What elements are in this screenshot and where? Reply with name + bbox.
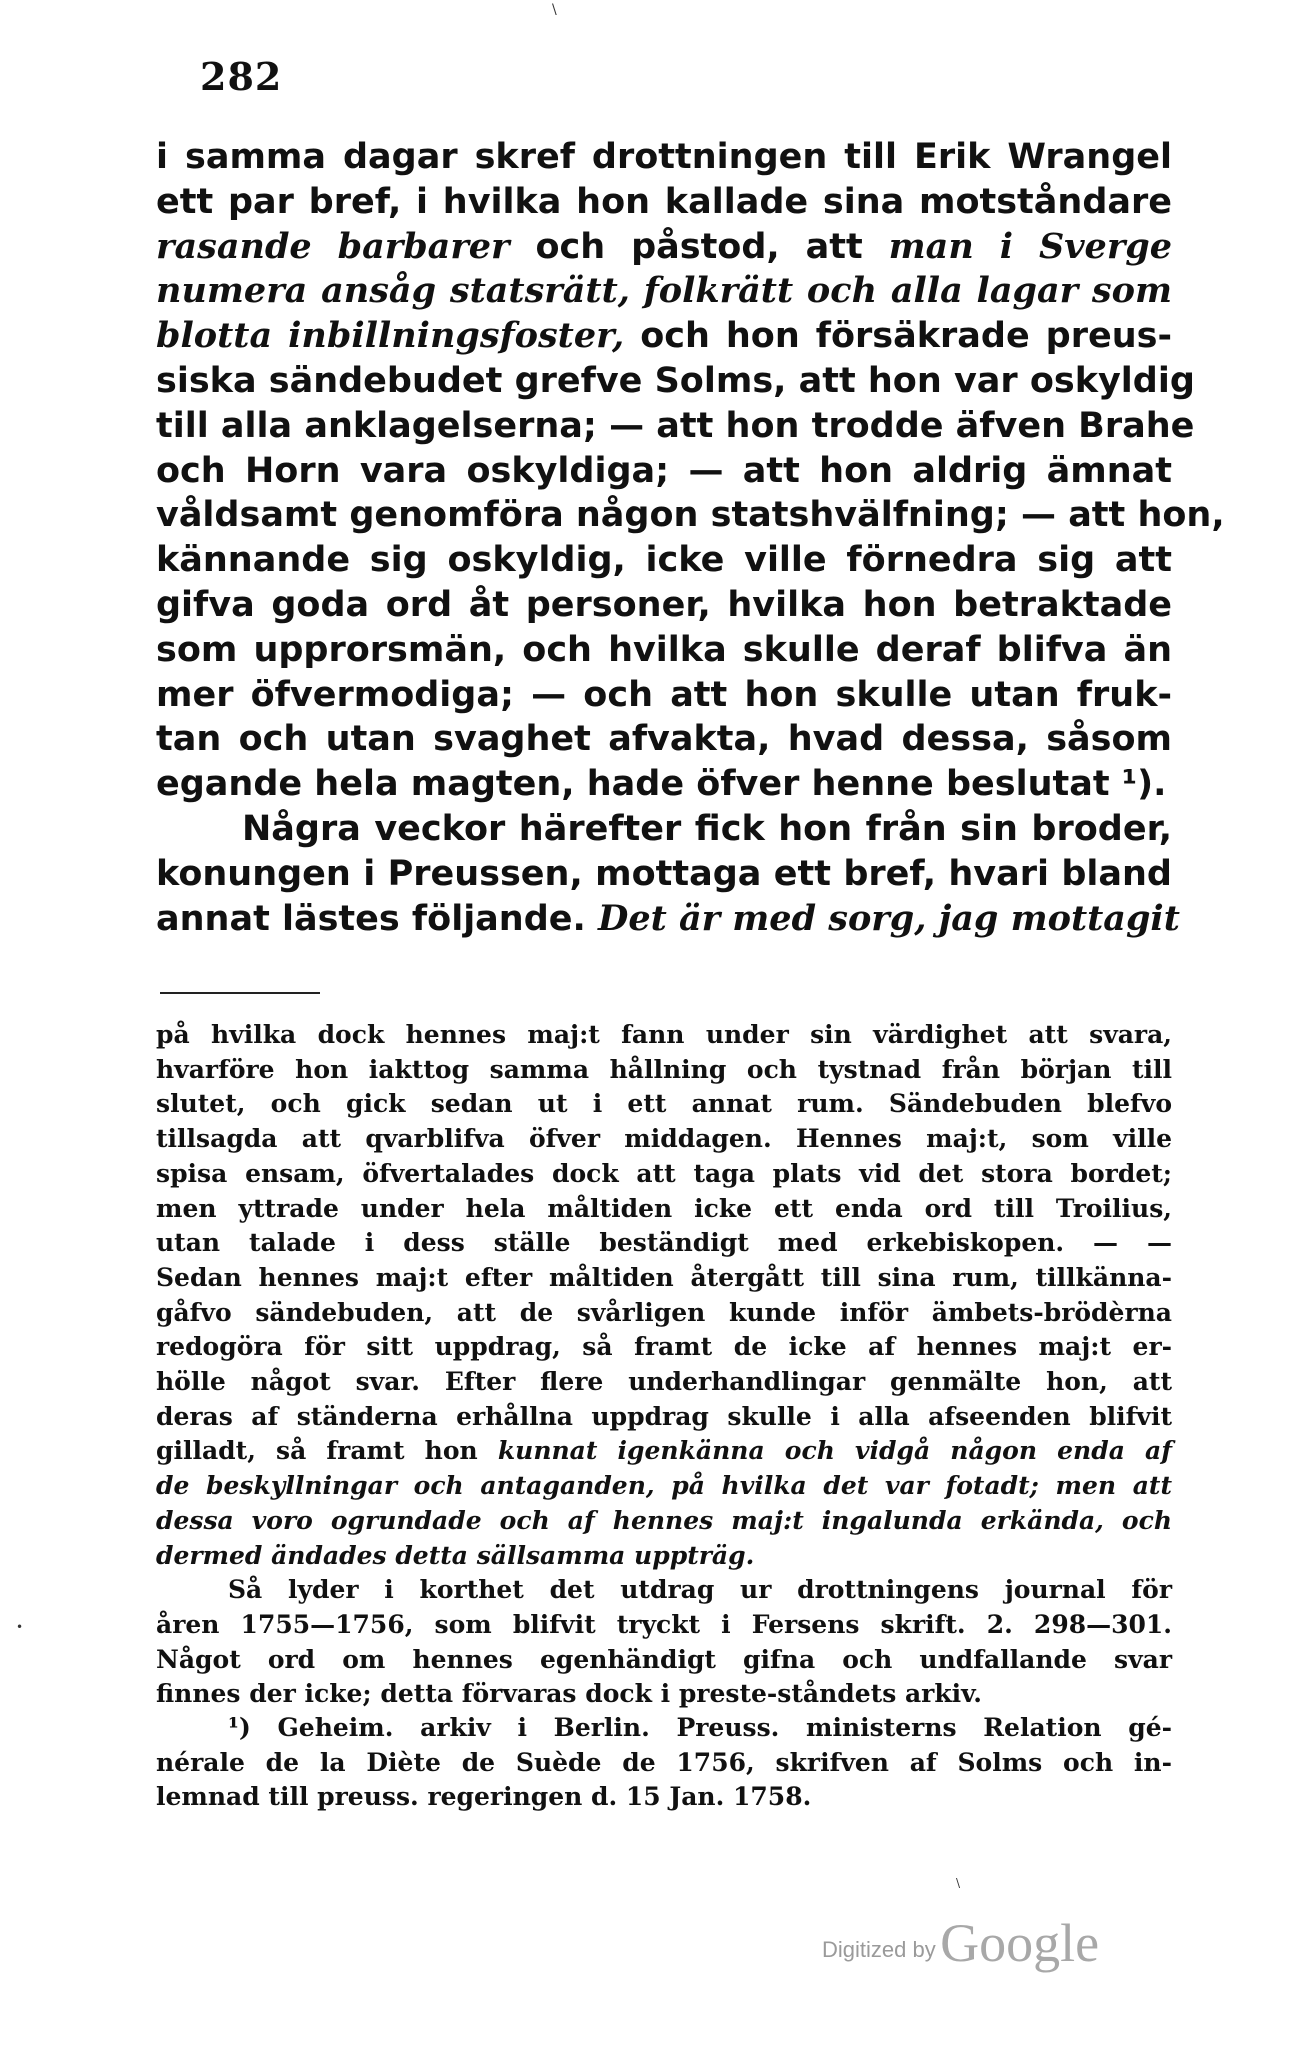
footnote-line: hölle något svar. Efter flere underhandlingar genmälte hon, att [156, 1367, 1172, 1397]
italic-phrase: numera ansåg statsrätt, folkrätt och alla lagar som [156, 270, 1172, 312]
italic-phrase: Det är med sorg, jag mottagit [598, 897, 1180, 939]
main-line: gifva goda ord åt personer, hvilka hon betraktade [156, 584, 1172, 625]
footnote-line: Något ord om hennes egenhändigt gifna och undfallande svar [156, 1644, 1172, 1674]
italic-phrase: dessa voro ogrundade och af hennes maj:t ingalunda erkända, och [156, 1505, 1172, 1535]
main-line: egande hela magten, hade öfver henne beslutat ¹). [156, 764, 1167, 805]
italic-phrase: man i Sverge [888, 225, 1173, 267]
footnote-line: Sedan hennes maj:t efter måltiden återgått till sina rum, tillkänna- [156, 1262, 1172, 1292]
note-line: lemnad till preuss. regeringen d. 15 Jan. 1758. [156, 1782, 812, 1812]
main-line: som upprorsmän, och hvilka skulle deraf blifva än [156, 629, 1172, 670]
italic-phrase: de beskyllningar och antaganden, på hvilka det var fotadt; men att [156, 1471, 1172, 1501]
main-line: siska sändebudet grefve Solms, att hon var oskyldig [156, 360, 1195, 401]
italic-phrase: rasande barbarer [156, 225, 510, 267]
footnote-line: men yttrade under hela måltiden icke ett enda ord till Troilius, [156, 1193, 1172, 1223]
text-run: annat lästes följande. [156, 898, 598, 939]
main-line: konungen i Preussen, mottaga ett bref, hvari bland [156, 853, 1172, 894]
footnote-line [156, 1434, 1172, 1469]
text-run: och hon försäkrade preus- [624, 316, 1172, 357]
footnote-line [156, 1469, 1172, 1504]
digitized-watermark [822, 1912, 1099, 1974]
footnote-line [156, 1539, 1172, 1574]
watermark-prefix: Digitized by [822, 1937, 936, 1962]
reference-note [156, 1711, 1172, 1815]
main-line: ett par bref, i hvilka hon kallade sina motståndare [156, 181, 1172, 222]
note-line: nérale de la Diète de Suède de 1756, skrifven af Solms och in- [156, 1747, 1172, 1777]
footnote-line: deras af ständerna erhållna uppdrag skulle i alla afseenden blifvit [156, 1401, 1172, 1431]
main-line [156, 225, 1172, 270]
main-line: och Horn vara oskyldiga; — att hon aldrig ämnat [156, 450, 1172, 491]
google-logo: Google [940, 1913, 1100, 1973]
footnote-text [156, 1018, 1172, 1712]
footnote-line: slutet, och gick sedan ut i ett annat rum. Sändebuden blefvo [156, 1089, 1172, 1119]
stray-mark-left: • [16, 1620, 24, 1634]
main-line: våldsamt genomföra någon statshvälfning; — att hon, [156, 495, 1225, 536]
footnote-line: spisa ensam, öfvertalades dock att taga plats vid det stora bordet; [156, 1158, 1172, 1188]
stray-mark-top: \ [552, 2, 557, 18]
italic-phrase: kunnat igenkänna och vidgå någon enda af [497, 1436, 1172, 1466]
footnote-line: på hvilka dock hennes maj:t fann under sin värdighet att svara, [156, 1020, 1172, 1049]
text-run: gilladt, så framt hon [156, 1436, 498, 1466]
footnote-line: Så lyder i korthet det utdrag ur drottningens journal för [228, 1575, 1172, 1605]
main-line: kännande sig oskyldig, icke ville förnedra sig att [156, 540, 1172, 581]
footnote-line: redogöra för sitt uppdrag, så framt de icke af hennes maj:t er- [156, 1332, 1172, 1362]
main-line: Några veckor härefter fick hon från sin broder, [242, 808, 1172, 849]
main-line: till alla anklagelserna; — att hon trodde äfven Brahe [156, 405, 1195, 446]
page-number: 282 [200, 54, 283, 99]
italic-phrase: blotta inbillningsfoster, [156, 315, 625, 357]
footnote-line [156, 1504, 1172, 1539]
main-line: tan och utan svaghet afvakta, hvad dessa, såsom [156, 719, 1172, 760]
note-line: ¹) Geheim. arkiv i Berlin. Preuss. ministerns Relation gé- [228, 1713, 1172, 1742]
footnote-line: åren 1755—1756, som blifvit tryckt i Fersens skrift. 2. 298—301. [156, 1609, 1172, 1639]
main-body-text [156, 135, 1225, 941]
stray-mark-bottom: \ [956, 1876, 961, 1890]
main-line [156, 314, 1172, 359]
footnote-line: tillsagda att qvarblifva öfver middagen. Hennes maj:t, som ville [156, 1124, 1172, 1154]
main-line [156, 269, 1172, 314]
footnote-divider [160, 992, 320, 994]
main-line [156, 897, 1180, 942]
main-line: i samma dagar skref drottningen till Erik Wrangel [156, 137, 1172, 177]
main-line: mer öfvermodiga; — och att hon skulle utan fruk- [156, 674, 1172, 715]
footnote-line: gåfvo sändebuden, att de svårligen kunde inför ämbets-brödèrna [156, 1297, 1172, 1327]
text-run: och påstod, att [509, 226, 889, 267]
footnote-line: utan talade i dess ställe beständigt med erkebiskopen. — — [156, 1228, 1172, 1258]
italic-phrase: dermed ändades detta sällsamma uppträg. [156, 1540, 755, 1570]
footnote-line: hvarföre hon iakttog samma hållning och tystnad från början till [156, 1054, 1172, 1084]
footnote-line: finnes der icke; detta förvaras dock i preste-ståndets arkiv. [156, 1679, 982, 1709]
